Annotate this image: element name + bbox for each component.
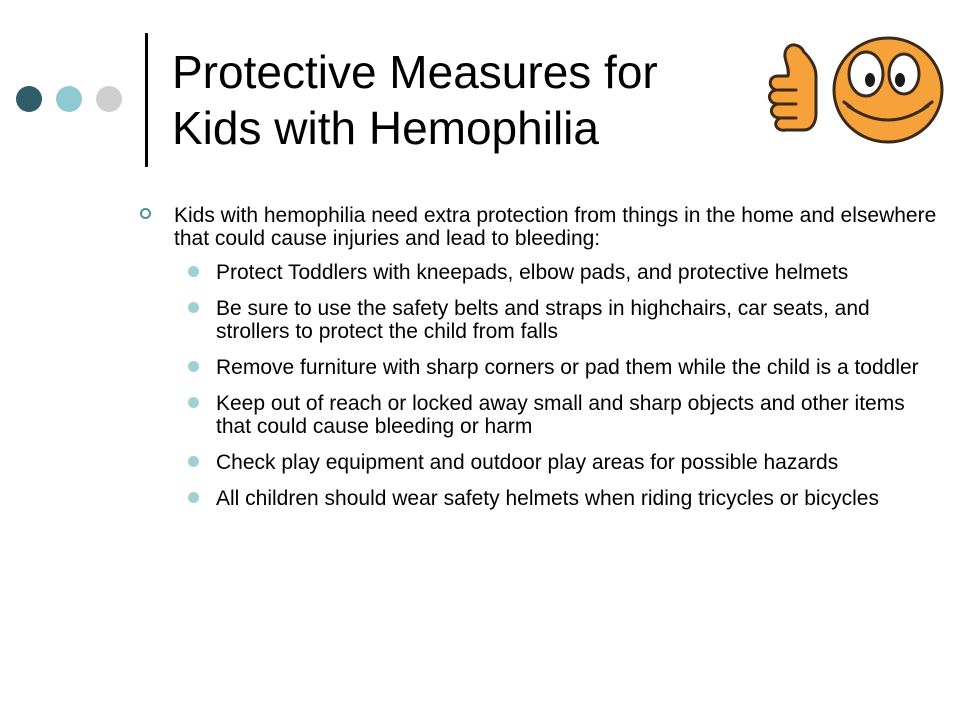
slide-title — [172, 44, 658, 156]
bullet-dot-icon — [188, 492, 199, 503]
bullet-dot-icon — [188, 361, 199, 372]
thumbs-up-smiley-face-icon — [760, 26, 948, 150]
title-line-2: Kids with Hemophilia — [172, 102, 599, 154]
sub-bullet-list — [140, 261, 940, 510]
list-item-text: Be sure to use the safety belts and straps in highchairs, car seats, and strollers to protect the child from falls — [216, 297, 870, 343]
bullet-dot-icon — [188, 456, 199, 467]
title-line-1: Protective Measures for — [172, 46, 658, 98]
list-item — [140, 356, 940, 379]
slide-body — [140, 204, 940, 523]
list-item — [140, 451, 940, 474]
list-item-text: Remove furniture with sharp corners or pad them while the child is a toddler — [216, 356, 919, 379]
bullet-ring-icon — [140, 208, 151, 219]
title-divider — [145, 33, 148, 167]
main-bullet-text: Kids with hemophilia need extra protection from things in the home and elsewhere that could cause injuries and lead to bleeding: — [174, 204, 937, 250]
dot-dark — [16, 86, 42, 112]
list-item — [140, 261, 940, 284]
dot-gray — [96, 86, 122, 112]
smiley-face-icon — [834, 38, 942, 142]
list-item-text: Keep out of reach or locked away small and sharp objects and other items that could cause bleeding or harm — [216, 392, 905, 438]
list-item — [140, 487, 940, 510]
main-bullet — [140, 204, 940, 250]
dot-teal — [56, 86, 82, 112]
list-item — [140, 297, 940, 343]
bullet-dot-icon — [188, 266, 199, 277]
bullet-dot-icon — [188, 397, 199, 408]
bullet-dot-icon — [188, 302, 199, 313]
thumb-icon — [769, 45, 816, 130]
list-item-text: All children should wear safety helmets when riding tricycles or bicycles — [216, 487, 879, 510]
list-item-text: Check play equipment and outdoor play areas for possible hazards — [216, 451, 839, 474]
list-item-text: Protect Toddlers with kneepads, elbow pads, and protective helmets — [216, 261, 849, 284]
list-item — [140, 392, 940, 438]
